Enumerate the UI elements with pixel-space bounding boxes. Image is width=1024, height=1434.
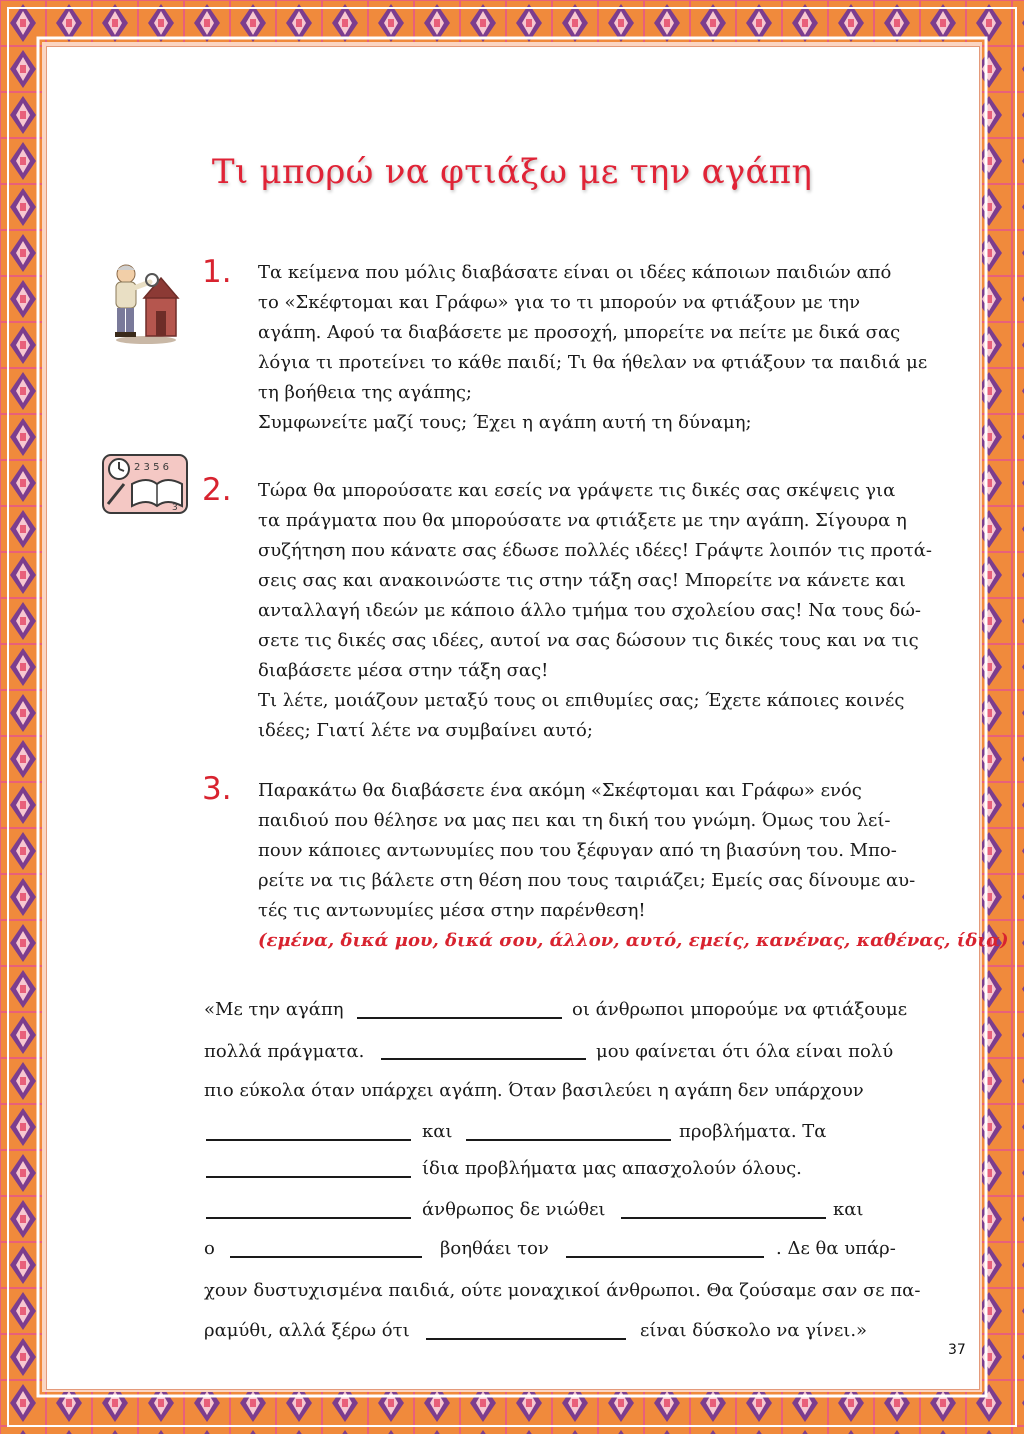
blank-line[interactable] xyxy=(426,1338,626,1340)
fill-text: πολλά πράγματα. xyxy=(204,1041,365,1062)
blank-line[interactable] xyxy=(206,1176,411,1178)
blank-line[interactable] xyxy=(357,1017,562,1019)
exercise-line: συζήτηση που κάνατε σας έδωσε πολλές ιδέες! Γράψτε λοιπόν τις προτά- xyxy=(258,540,932,561)
fill-text: βοηθάει τον xyxy=(440,1238,549,1259)
fill-text: πιο εύκολα όταν υπάρχει αγάπη. Όταν βασιλεύει η αγάπη δεν υπάρχουν xyxy=(204,1080,864,1101)
fill-text: μου φαίνεται ότι όλα είναι πολύ xyxy=(596,1041,894,1062)
fill-text: είναι δύσκολο να γίνει.» xyxy=(640,1320,868,1341)
blank-line[interactable] xyxy=(230,1256,422,1258)
exercise-line: Τα κείμενα που μόλις διαβάσατε είναι οι ιδέες κάποιων παιδιών από xyxy=(258,262,892,283)
fill-text: . Δε θα υπάρ- xyxy=(776,1238,896,1259)
fill-text: ραμύθι, αλλά ξέρω ότι xyxy=(204,1320,410,1341)
exercise-line: σεις σας και ανακοινώστε τις στην τάξη σας! Μπορείτε να κάνετε και xyxy=(258,570,906,591)
page-title: Τι μπορώ να φτιάξω με την αγάπη xyxy=(211,152,813,192)
exercise-1-text xyxy=(258,258,938,438)
exercise-2-number: 2. xyxy=(202,472,232,508)
fill-text: άνθρωπος δε νιώθει xyxy=(422,1199,606,1220)
exercise-line: ιδέες; Γιατί λέτε να συμβαίνει αυτό; xyxy=(258,720,593,741)
svg-text:3: 3 xyxy=(172,503,178,513)
exercise-1-number: 1. xyxy=(202,254,232,290)
blank-line[interactable] xyxy=(466,1139,671,1141)
exercise-line: Τώρα θα μπορούσατε και εσείς να γράψετε τις δικές σας σκέψεις για xyxy=(258,480,896,501)
exercise-line: το «Σκέφτομαι και Γράφω» για το τι μπορούν να φτιάξουν με την xyxy=(258,292,861,313)
fill-text: ίδια προβλήματα μας απασχολούν όλους. xyxy=(422,1158,802,1179)
reading-man-icon xyxy=(104,256,186,344)
exercise-3-number: 3. xyxy=(202,771,232,807)
exercise-line: τές τις αντωνυμίες μέσα στην παρένθεση! xyxy=(258,900,646,921)
fill-text: χουν δυστυχισμένα παιδιά, ούτε μοναχικοί άνθρωποι. Θα ζούσαμε σαν σε πα- xyxy=(204,1280,921,1301)
blank-line[interactable] xyxy=(621,1217,826,1219)
blank-line[interactable] xyxy=(206,1139,411,1141)
exercise-line: λόγια τι προτείνει το κάθε παιδί; Τι θα ήθελαν να φτιάξουν τα παιδιά με xyxy=(258,352,928,373)
exercise-line: τη βοήθεια της αγάπης; xyxy=(258,382,472,403)
fill-text: και xyxy=(833,1199,864,1220)
blank-line[interactable] xyxy=(206,1217,411,1219)
exercise-line: Τι λέτε, μοιάζουν μεταξύ τους οι επιθυμίες σας; Έχετε κάποιες κοινές xyxy=(258,690,905,711)
exercise-line: Συμφωνείτε μαζί τους; Έχει η αγάπη αυτή τη δύναμη; xyxy=(258,412,752,433)
exercise-2-text xyxy=(258,476,938,746)
exercise-line: ρείτε να τις βάλετε στη θέση που τους ταιριάζει; Εμείς σας δίνουμε αυ- xyxy=(258,870,916,891)
exercise-line: αγάπη. Αφού τα διαβάσετε με προσοχή, μπορείτε να πείτε με δικά σας xyxy=(258,322,901,343)
fill-text: και xyxy=(422,1121,453,1142)
page-number: 37 xyxy=(948,1342,966,1358)
exercise-line: Παρακάτω θα διαβάσετε ένα ακόμη «Σκέφτομαι και Γράφω» ενός xyxy=(258,780,862,801)
blank-line[interactable] xyxy=(381,1058,586,1060)
pronoun-list: (εμένα, δικά μου, δικά σου, άλλον, αυτό, εμείς, κανένας, καθένας, ίδια) xyxy=(258,930,1009,951)
exercise-3-text xyxy=(258,776,1009,956)
fill-text: προβλήματα. Τα xyxy=(679,1121,827,1142)
blank-line[interactable] xyxy=(566,1256,764,1258)
exercise-line: τα πράγματα που θα μπορούσατε να φτιάξετε με την αγάπη. Σίγουρα η xyxy=(258,510,907,531)
fill-text: οι άνθρωποι μπορούμε να φτιάξουμε xyxy=(572,999,908,1020)
book-clock-icon xyxy=(102,454,188,514)
exercise-line: πουν κάποιες αντωνυμίες που του ξέφυγαν από τη βιασύνη του. Μπο- xyxy=(258,840,897,861)
fill-text: «Με την αγάπη xyxy=(204,999,344,1020)
exercise-line: ανταλλαγή ιδεών με κάποιο άλλο τμήμα του σχολείου σας! Να τους δώ- xyxy=(258,600,922,621)
exercise-line: σετε τις δικές σας ιδέες, αυτοί να σας δώσουν τις δικές τους και να τις xyxy=(258,630,919,651)
exercise-line: παιδιού που θέλησε να μας πει και τη δική του γνώμη. Όμως του λεί- xyxy=(258,810,891,831)
exercise-line: διαβάσετε μέσα στην τάξη σας! xyxy=(258,660,549,681)
svg-text:2 3 5 6: 2 3 5 6 xyxy=(134,462,169,473)
fill-text: ο xyxy=(204,1238,215,1259)
